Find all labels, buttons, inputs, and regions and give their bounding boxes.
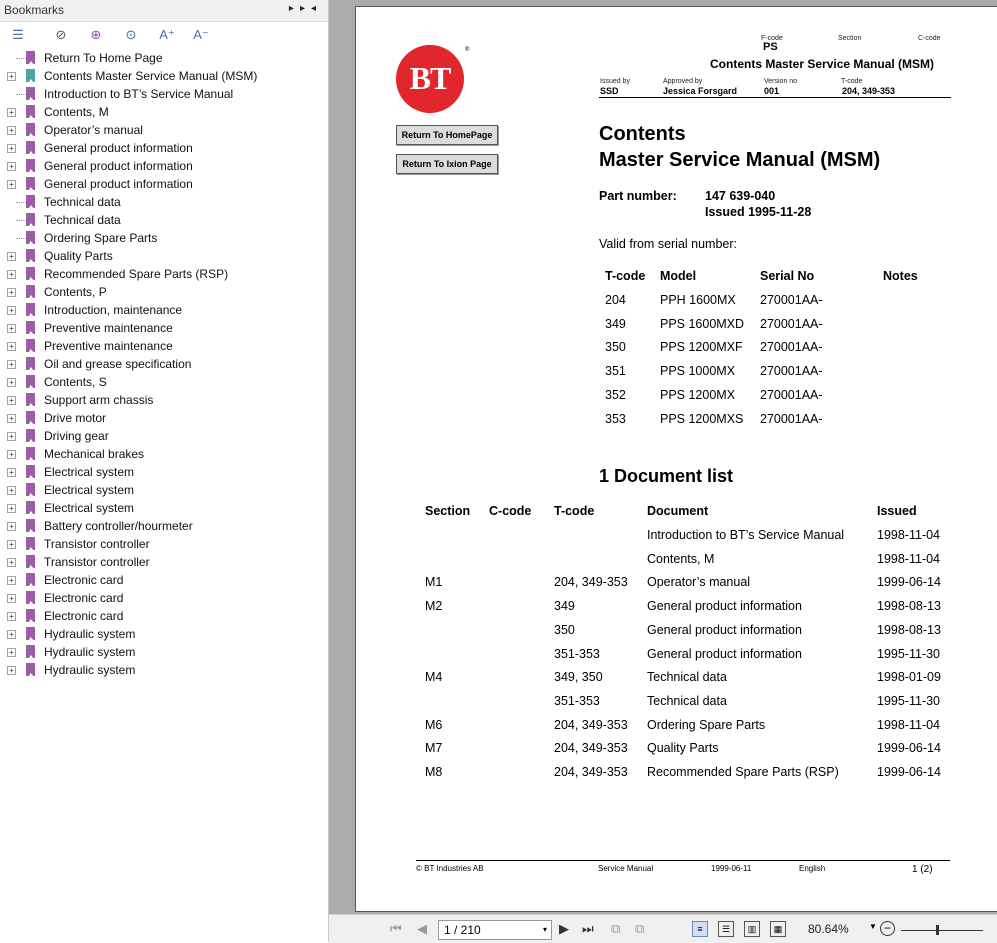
bookmark-label: Technical data [44,213,121,227]
bookmark-item[interactable] [0,445,328,463]
serial-table-cell: PPS 1000MX [660,364,736,379]
footer-date: 1999-06-11 [711,864,752,873]
tcode-value: 204, 349-353 [842,86,896,96]
doc-list-cell: 1995-11-30 [877,693,941,708]
approved-by-value: Jessica Forsgard [663,86,738,96]
approved-by-label: Approved by [663,78,703,85]
page-number-input[interactable] [438,920,552,940]
bookmark-item[interactable] [0,265,328,283]
bookmark-icon [26,177,35,190]
bookmark-icon [26,213,35,226]
expand-bookmark-icon[interactable]: + [7,270,16,279]
expand-bookmark-icon[interactable]: + [7,468,16,477]
doc-list-cell: General product information [647,622,802,637]
bookmark-icon [26,501,35,514]
fcode-label: F-code [761,35,783,42]
bookmark-icon [26,123,35,136]
bookmark-icon [26,429,35,442]
bookmark-label: Contents, S [44,375,107,389]
next-view-icon[interactable]: ⧉ [635,921,645,936]
bookmark-item[interactable] [0,157,328,175]
bookmark-item[interactable] [0,589,328,607]
bookmark-label: Contents, M [44,105,109,119]
expand-bookmark-icon[interactable]: + [7,666,16,675]
bookmark-label: General product information [44,141,193,155]
bookmark-label: Quality Parts [44,249,113,263]
header-doc-title: Contents Master Service Manual (MSM) [710,57,935,71]
doc-list-cell: 349, 350 [554,670,603,685]
bookmark-label: Electronic card [44,609,124,623]
increase-text-size-icon[interactable]: A⁺ [159,27,175,42]
expand-bookmark-icon[interactable]: + [7,594,16,603]
bookmark-item[interactable] [0,553,328,571]
bookmark-item[interactable] [0,481,328,499]
doc-list-header: T-code [554,504,595,518]
single-page-view-icon[interactable]: ≡ [692,921,708,937]
issued-by-label: Issued by [600,78,630,85]
expand-bookmark-icon[interactable]: + [7,414,16,423]
panel-header-buttons[interactable] [289,3,322,14]
bookmarks-tree [0,49,328,679]
bookmark-item[interactable] [0,229,328,247]
zoom-slider-thumb[interactable] [936,925,939,935]
bookmark-label: Return To Home Page [44,51,163,65]
expand-bookmark-icon[interactable]: + [7,558,16,567]
serial-table-header: Notes [883,269,918,283]
bookmarks-toolbar [0,22,328,50]
bookmark-label: Electrical system [44,501,135,515]
bookmark-item[interactable] [0,85,328,103]
footer-manual: Service Manual [598,864,654,873]
doc-list-cell: General product information [647,646,802,661]
bookmark-item[interactable] [0,121,328,139]
issued-by-value: SSD [600,86,619,96]
bookmark-icon [26,519,35,532]
expand-bookmark-icon[interactable]: + [7,648,16,657]
first-page-icon[interactable]: ⏮ [390,921,402,936]
bookmark-icon [26,231,35,244]
bookmark-label: Transistor controller [44,555,150,569]
bookmark-label: Electrical system [44,465,135,479]
bookmark-label: Operator’s manual [44,123,143,137]
doc-list-cell: M7 [425,741,443,756]
bookmark-icon [26,591,35,604]
bookmark-item[interactable] [0,193,328,211]
bookmark-label: Driving gear [44,429,109,443]
expand-bookmark-icon[interactable]: + [7,162,16,171]
doc-list-cell: Contents, M [647,551,715,566]
document-list-heading: 1 Document list [599,466,734,486]
bookmark-icon [26,483,35,496]
bookmark-icon [26,159,35,172]
bookmark-icon [26,303,35,316]
doc-list-cell: Ordering Spare Parts [647,717,766,732]
zoom-slider[interactable] [901,930,983,931]
bookmark-item[interactable] [0,319,328,337]
tree-connector [16,94,26,95]
bookmark-label: Hydraulic system [44,663,136,677]
doc-list-cell: Introduction to BT’s Service Manual [647,528,845,542]
expand-bookmark-icon[interactable]: + [7,288,16,297]
bookmark-label: Contents Master Service Manual (MSM) [44,69,258,83]
bookmark-icon [26,447,35,460]
doc-list-cell: 204, 349-353 [554,717,628,732]
doc-list-cell: 1995-11-30 [877,646,941,661]
bookmark-label: Battery controller/hourmeter [44,519,193,533]
doc-list-cell: M8 [425,765,443,779]
bookmark-item[interactable] [0,571,328,589]
doc-list-header: Issued [877,504,917,518]
expand-bookmark-icon[interactable]: + [7,486,16,495]
bookmark-label: Mechanical brakes [44,447,145,461]
doc-list-header: Section [425,504,471,518]
serial-table-cell: 352 [605,387,626,402]
expand-bookmark-icon[interactable]: + [7,612,16,621]
doc-list-cell: 1998-01-09 [877,670,941,685]
doc-list-cell: 204, 349-353 [554,575,628,590]
zoom-dropdown-icon[interactable]: ▼ [869,922,877,931]
expand-bookmark-icon[interactable]: + [7,576,16,585]
page-dropdown-icon[interactable]: ▾ [542,925,547,934]
bookmark-icon [26,195,35,208]
bookmark-icon [26,69,35,82]
part-number-label: Part number: [599,189,677,203]
expand-bookmark-icon[interactable]: + [7,396,16,405]
previous-view-icon[interactable]: ⧉ [611,921,621,936]
bookmark-icon [26,627,35,640]
expand-bookmark-icon[interactable]: + [7,504,16,513]
serial-table-cell: PPS 1200MX [660,387,736,402]
bookmark-label: Contents, P [44,285,107,299]
doc-list-cell: General product information [647,599,802,614]
bookmark-item[interactable] [0,535,328,553]
bookmarks-header [0,0,328,22]
bookmark-item[interactable] [0,643,328,661]
bookmark-icon [26,573,35,586]
bookmark-item[interactable] [0,67,328,85]
decrease-text-size-icon[interactable]: A⁻ [193,27,209,42]
bookmark-item[interactable] [0,391,328,409]
bookmark-item[interactable] [0,661,328,679]
serial-table-cell: 270001AA- [760,293,823,307]
doc-list-cell: 204, 349-353 [554,741,628,756]
bookmark-item[interactable] [0,301,328,319]
bookmark-label: Ordering Spare Parts [44,231,158,245]
serial-table-cell: 270001AA- [760,387,823,402]
expand-bookmark-icon[interactable]: + [7,252,16,261]
bookmark-icon [26,465,35,478]
expand-bookmark-icon[interactable]: + [7,126,16,135]
doc-list-cell: 1999-06-14 [877,575,941,590]
bookmark-label: Drive motor [44,411,107,425]
expand-bookmark-icon[interactable]: + [7,360,16,369]
bookmarks-panel [0,0,329,942]
continuous-facing-view-icon[interactable]: ▦ [770,921,786,937]
part-number-value: 147 639-040 [705,189,776,203]
doc-list-cell: M6 [425,717,443,732]
bookmark-item[interactable] [0,175,328,193]
doc-list-cell: 1998-11-04 [877,528,941,542]
bookmark-item[interactable] [0,607,328,625]
bookmark-item[interactable] [0,211,328,229]
serial-table-cell: 204 [605,293,626,307]
tree-connector [16,58,26,59]
next-page-icon[interactable]: ▶ [559,921,569,936]
zoom-out-icon[interactable]: − [880,921,895,936]
serial-table-cell: 270001AA- [760,411,823,426]
serial-table-header: T-code [605,269,646,283]
bookmark-icon [26,87,35,100]
expand-bookmark-icon[interactable]: + [7,180,16,189]
bookmark-icon [26,393,35,406]
doc-list-cell: 349 [554,599,575,614]
bookmark-icon [26,357,35,370]
bookmark-label: Support arm chassis [44,393,154,407]
bookmark-label: Electrical system [44,483,135,497]
expand-bookmark-icon[interactable]: + [7,72,16,81]
bookmark-icon [26,267,35,280]
footer-language: English [799,864,826,873]
issued-date: Issued 1995-11-28 [705,205,812,219]
bookmark-icon [26,105,35,118]
section-label: Section [838,35,862,42]
return-home-button[interactable]: Return To HomePage [396,125,498,145]
expand-bookmark-icon[interactable]: + [7,630,16,639]
serial-table-cell: 270001AA- [760,316,823,331]
bookmark-item[interactable] [0,373,328,391]
tree-connector [16,238,26,239]
serial-table-cell: 353 [605,411,626,426]
facing-view-icon[interactable]: ▥ [744,921,760,937]
bookmark-label: Preventive maintenance [44,321,173,335]
zoom-level[interactable]: 80.64% [808,922,849,936]
expand-panel-icon[interactable]: ▸▸ [288,3,311,14]
pdf-page [355,6,997,912]
doc-list-header: Document [647,504,709,518]
expand-bookmark-icon[interactable]: + [7,342,16,351]
doc-list-cell: 1998-08-13 [877,599,941,614]
expand-bookmark-icon[interactable]: + [7,540,16,549]
doc-list-cell: Operator’s manual [647,575,751,590]
ccode-label: C-code [918,35,941,42]
bookmark-item[interactable] [0,409,328,427]
bookmarks-title: Bookmarks [4,3,65,17]
serial-table-cell: 270001AA- [760,340,823,355]
bookmark-icon [26,51,35,64]
version-value: 001 [764,86,780,96]
bookmark-icon [26,537,35,550]
bookmark-item[interactable] [0,337,328,355]
doc-list-cell: Recommended Spare Parts (RSP) [647,765,839,779]
bookmark-label: Transistor controller [44,537,150,551]
bookmark-properties-icon[interactable]: ⊙ [125,27,137,42]
page-number-value: 1 / 210 [444,923,481,937]
doc-list-cell: M1 [425,575,443,590]
header-rule [599,97,951,98]
doc-list-cell: 351-353 [554,646,600,661]
expand-bookmark-icon[interactable]: + [7,144,16,153]
bookmark-label: Electronic card [44,591,124,605]
doc-list-cell: 1998-11-04 [877,717,941,732]
tree-connector [16,202,26,203]
doc-list-cell: 350 [554,622,575,637]
bookmark-label: Introduction, maintenance [44,303,183,317]
new-bookmark-icon[interactable]: ⊕ [90,27,102,42]
expand-bookmark-icon[interactable]: + [7,108,16,117]
bookmark-icon [26,285,35,298]
bookmark-item[interactable] [0,139,328,157]
doc-list-header: C-code [489,504,532,518]
page-title-line1: Contents [599,123,686,145]
doc-list-cell: M4 [425,670,443,685]
expand-bookmark-icon[interactable]: + [7,378,16,387]
valid-from-label: Valid from serial number: [599,237,738,251]
bookmark-label: Recommended Spare Parts (RSP) [44,267,229,281]
bt-logo: BT [396,45,464,113]
bookmark-icon [26,663,35,676]
page-title-line2: Master Service Manual (MSM) [599,149,881,171]
tcode-label: T-code [841,78,863,85]
footer-rule [416,860,950,861]
doc-list-cell: 351-353 [554,693,600,708]
bookmark-label: Hydraulic system [44,645,136,659]
expand-bookmark-icon[interactable]: + [7,450,16,459]
doc-list-cell: 1998-08-13 [877,622,941,637]
doc-list-cell: 204, 349-353 [554,765,628,779]
doc-list-cell: Technical data [647,670,727,685]
bookmark-label: Oil and grease specification [44,357,192,371]
serial-table-cell: 349 [605,316,626,331]
bookmark-icon [26,375,35,388]
bookmark-label: General product information [44,159,193,173]
last-page-icon[interactable]: ⏭ [582,921,594,936]
bookmark-item[interactable] [0,625,328,643]
delete-bookmark-icon[interactable]: ⊘ [55,27,67,42]
expand-bookmark-icon[interactable]: + [7,432,16,441]
serial-table-cell: 270001AA- [760,364,823,379]
doc-list-cell: 1999-06-14 [877,741,941,756]
doc-list-cell: M2 [425,599,443,614]
serial-table-cell: 350 [605,340,626,355]
bookmark-item[interactable] [0,427,328,445]
registered-mark: ® [465,47,470,53]
collapse-panel-icon[interactable]: ◂ [310,3,322,14]
bottom-toolbar [329,914,997,943]
bookmark-item[interactable] [0,355,328,373]
bookmark-item[interactable] [0,283,328,301]
serial-table-cell: PPS 1200MXS [660,411,744,426]
footer-copyright: © BT Industries AB [416,864,484,873]
bookmark-icon [26,321,35,334]
bookmark-icon [26,339,35,352]
bookmark-item[interactable] [0,49,328,67]
bookmark-icon [26,555,35,568]
bookmark-icon [26,249,35,262]
continuous-view-icon[interactable]: ☰ [718,921,734,937]
version-label: Version no [764,78,798,85]
bookmark-item[interactable] [0,463,328,481]
bookmark-icon [26,645,35,658]
expand-bookmark-icon[interactable]: + [7,306,16,315]
bookmark-label: Hydraulic system [44,627,136,641]
serial-table-cell: 351 [605,364,626,379]
doc-list-cell: Quality Parts [647,741,719,756]
serial-table-cell: PPS 1600MXD [660,316,745,331]
bookmark-options-icon[interactable]: ☰ [12,27,24,42]
bookmark-label: Technical data [44,195,121,209]
bookmark-label: General product information [44,177,193,191]
expand-bookmark-icon[interactable]: + [7,522,16,531]
fcode-value: PS [763,41,778,53]
serial-table-header: Model [660,269,697,283]
serial-table-cell: PPH 1600MX [660,293,736,307]
previous-page-icon[interactable]: ◀ [417,921,427,936]
return-ixion-button[interactable]: Return To Ixion Page [396,154,498,174]
footer-page: 1 (2) [912,864,933,875]
bookmark-label: Introduction to BT’s Service Manual [44,87,234,101]
bookmark-icon [26,141,35,154]
serial-table-header: Serial No [760,269,815,283]
doc-list-cell: Technical data [647,693,727,708]
expand-bookmark-icon[interactable]: + [7,324,16,333]
doc-list-cell: 1998-11-04 [877,551,941,566]
bookmark-label: Preventive maintenance [44,339,173,353]
bookmark-item[interactable] [0,247,328,265]
bookmark-icon [26,609,35,622]
bookmark-label: Electronic card [44,573,124,587]
bookmark-icon [26,411,35,424]
tree-connector [16,220,26,221]
bookmark-item[interactable] [0,499,328,517]
doc-list-cell: 1999-06-14 [877,765,941,779]
serial-table-cell: PPS 1200MXF [660,340,743,355]
bookmark-item[interactable] [0,103,328,121]
bookmark-item[interactable] [0,517,328,535]
